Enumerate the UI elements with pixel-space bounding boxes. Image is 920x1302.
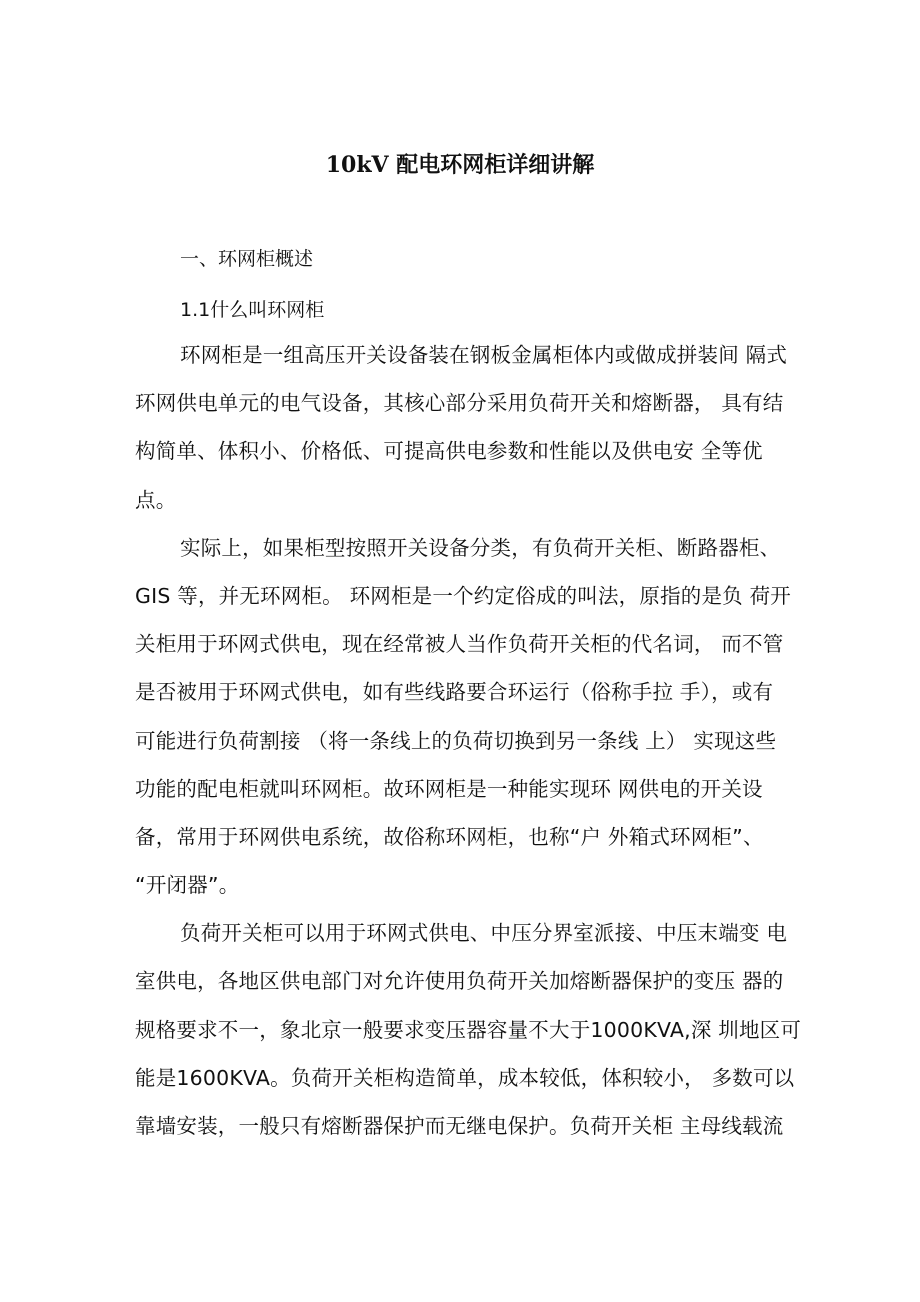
subsection-heading: 1.1什么叫环网柜	[180, 299, 325, 321]
document-body	[135, 331, 802, 1150]
paragraph-line: 环网柜是一组高压开关设备装在钢板金属柜体内或做成拼装间 隔式	[180, 343, 788, 367]
paragraph-line: 关柜用于环网式供电，现在经常被人当作负荷开关柜的代名词， 而不管	[135, 632, 784, 657]
paragraph-line: 负荷开关柜可以用于环网式供电、中压分界室派接、中压末端变 电	[180, 921, 788, 946]
paragraph-line: 是否被用于环网式供电，如有些线路要合环运行（俗称手拉 手），或有	[135, 680, 774, 705]
paragraph-line: 环网供电单元的电气设备，其核心部分采用负荷开关和熔断器， 具有结	[135, 391, 784, 416]
section-heading: 一、环网柜概述	[180, 248, 314, 270]
paragraph-line: 点。	[135, 487, 177, 512]
paragraph-line: 能是1600KVA。负荷开关柜构造简单，成本较低，体积较小， 多数可以	[135, 1065, 795, 1090]
paragraph-line: GIS 等，并无环网柜。 环网柜是一个约定俗成的叫法，原指的是负 荷开	[135, 583, 791, 608]
paragraph-line: 备，常用于环网供电系统，故俗称环网柜，也称“户 外箱式环网柜”、	[135, 824, 764, 849]
paragraph-line: 室供电，各地区供电部门对允许使用负荷开关加熔断器保护的变压 器的	[135, 969, 784, 994]
paragraph-line: “开闭器”。	[135, 873, 240, 898]
paragraph-line: 构简单、体积小、价格低、可提高供电参数和性能以及供电安 全等优	[135, 439, 763, 464]
paragraph-line: 实际上，如果柜型按照开关设备分类，有负荷开关柜、断路器柜、	[180, 535, 781, 560]
paragraph-line: 靠墙安装，一般只有熔断器保护而无继电保护。负荷开关柜 主母线载流	[135, 1114, 784, 1138]
paragraph-line: 规格要求不一，象北京一般要求变压器容量不大于1000KVA,深 圳地区可	[135, 1017, 802, 1042]
document-title: 10kV 配电环网柜详细讲解	[325, 152, 595, 178]
paragraph-line: 功能的配电柜就叫环网柜。故环网柜是一种能实现环 网供电的开关设	[135, 776, 763, 801]
paragraph-line: 可能进行负荷割接 （将一条线上的负荷切换到另一条线 上） 实现这些	[135, 728, 777, 753]
